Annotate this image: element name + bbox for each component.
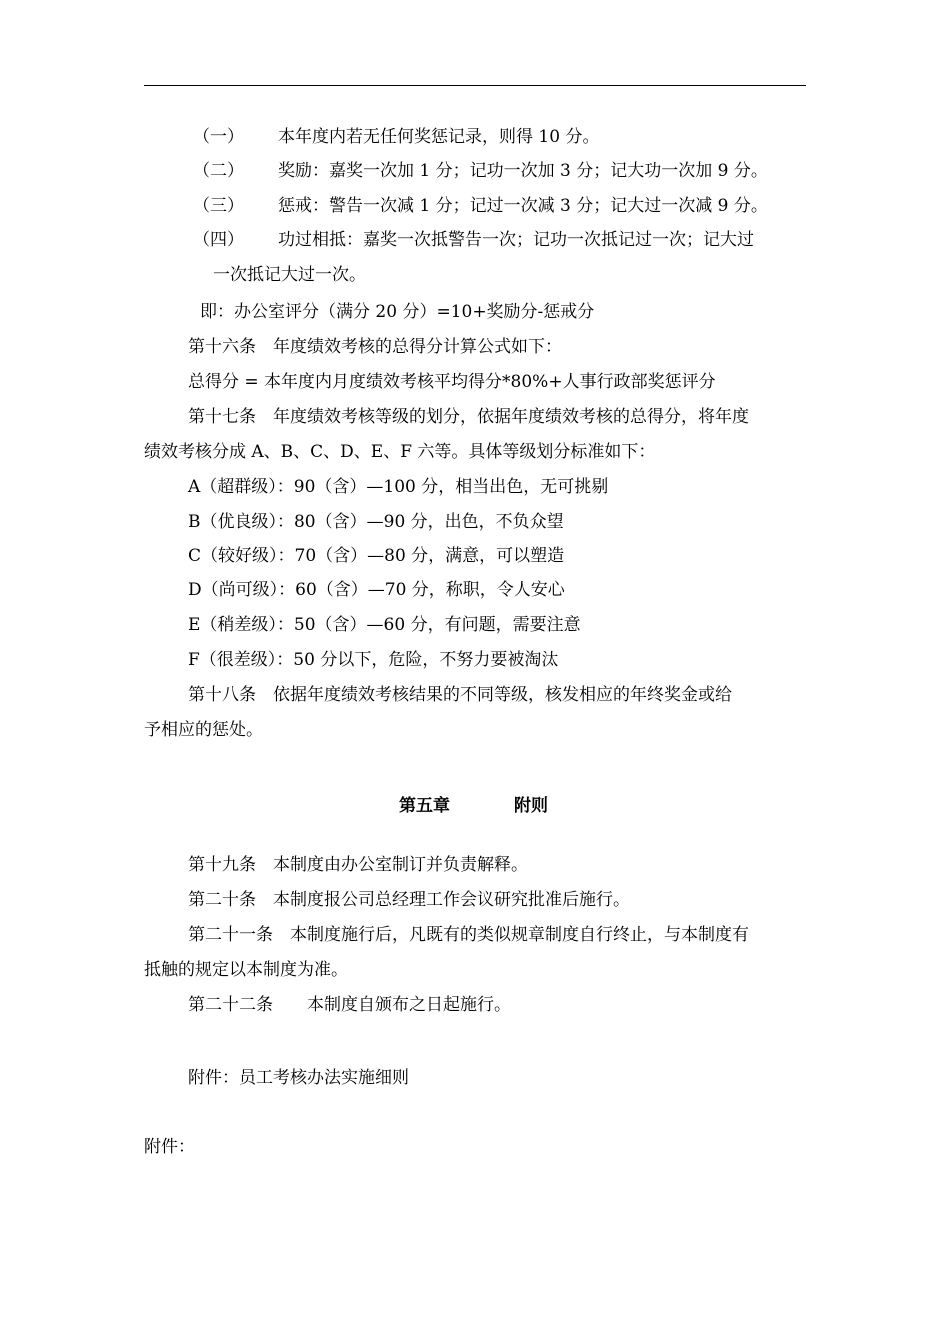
article-18-line-1: 第十八条 依据年度绩效考核结果的不同等级，核发相应的年终奖金或给 xyxy=(188,685,732,705)
article-16: 第十六条 年度绩效考核的总得分计算公式如下： xyxy=(188,337,562,357)
grade-d: D（尚可级）：60（含）—70 分，称职，令人安心 xyxy=(188,580,565,600)
chapter-number: 第五章 xyxy=(399,796,450,816)
item-number: （四） xyxy=(193,230,244,250)
article-19: 第十九条 本制度由办公室制订并负责解释。 xyxy=(188,855,528,875)
item-number: （一） xyxy=(193,127,244,147)
grade-b: B（优良级）：80（含）—90 分，出色，不负众望 xyxy=(188,512,564,532)
total-score-formula: 总得分 = 本年度内月度绩效考核平均得分*80%+人事行政部奖惩评分 xyxy=(188,372,716,392)
article-17-line-1: 第十七条 年度绩效考核等级的划分，依据年度绩效考核的总得分，将年度 xyxy=(188,407,749,427)
header-rule xyxy=(144,85,806,86)
item-text: 功过相抵：嘉奖一次抵警告一次；记功一次抵记过一次；记大过 xyxy=(278,230,754,250)
article-20: 第二十条 本制度报公司总经理工作会议研究批准后施行。 xyxy=(188,890,630,910)
item-text-continued: 一次抵记大过一次。 xyxy=(213,265,366,285)
grade-e: E（稍差级）：50（含）—60 分，有问题，需要注意 xyxy=(188,615,581,635)
item-number: （二） xyxy=(193,161,244,181)
grade-a: A（超群级）：90（含）—100 分，相当出色，无可挑剔 xyxy=(188,477,609,497)
office-score-formula: 即：办公室评分（满分 20 分）=10+奖励分-惩戒分 xyxy=(200,302,595,322)
article-21-line-1: 第二十一条 本制度施行后，凡既有的类似规章制度自行终止，与本制度有 xyxy=(188,925,749,945)
item-text: 本年度内若无任何奖惩记录，则得 10 分。 xyxy=(278,127,600,147)
article-22: 第二十二条 本制度自颁布之日起施行。 xyxy=(188,995,511,1015)
grade-f: F（很差级）：50 分以下，危险，不努力要被淘汰 xyxy=(188,650,559,670)
item-text: 惩戒：警告一次减 1 分；记过一次减 3 分；记大过一次减 9 分。 xyxy=(278,196,768,216)
article-21-line-2: 抵触的规定以本制度为准。 xyxy=(144,960,348,980)
item-text: 奖励：嘉奖一次加 1 分；记功一次加 3 分；记大功一次加 9 分。 xyxy=(278,161,768,181)
item-number: （三） xyxy=(193,196,244,216)
article-18-line-2: 予相应的惩处。 xyxy=(144,720,263,740)
grade-c: C（较好级）：70（含）—80 分，满意，可以塑造 xyxy=(188,546,565,566)
attachment-label: 附件： xyxy=(144,1137,195,1157)
attachment-note: 附件：员工考核办法实施细则 xyxy=(188,1068,409,1088)
article-17-line-2: 绩效考核分成 A、B、C、D、E、F 六等。具体等级划分标准如下： xyxy=(144,442,656,462)
chapter-title: 附则 xyxy=(514,796,548,816)
